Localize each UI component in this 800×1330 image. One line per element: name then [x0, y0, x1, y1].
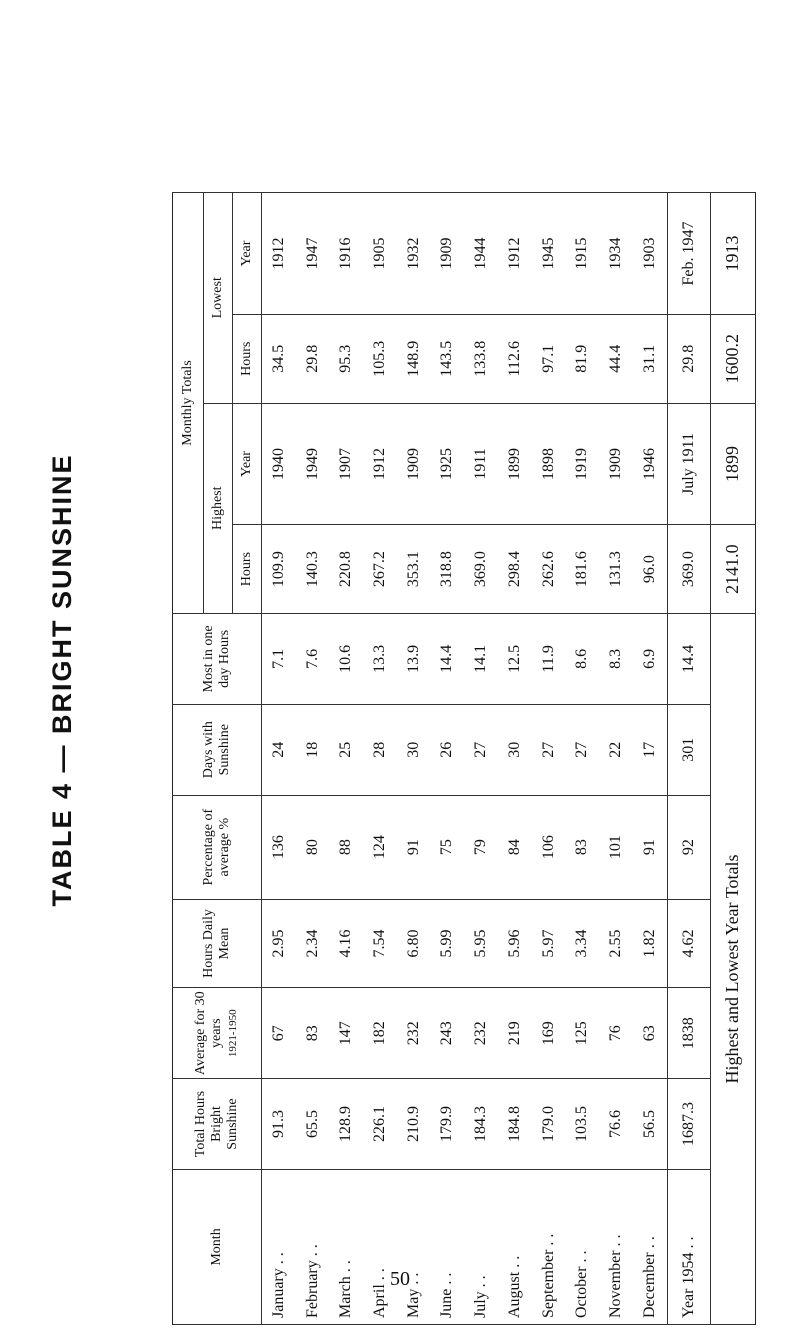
lowest-year-total-hours: 1600.2	[710, 314, 755, 403]
lowest-hours-cell: 29.8	[667, 314, 710, 403]
lowest-hours-cell: 95.3	[329, 314, 363, 403]
table-row	[565, 193, 599, 1325]
page-number: 50	[390, 1268, 410, 1290]
total-cell: 184.3	[464, 1079, 498, 1170]
month-cell: December . .	[633, 1169, 667, 1324]
percentage-cell: 80	[296, 795, 330, 899]
highest-year-cell: 1907	[329, 403, 363, 525]
highest-year-cell: 1912	[363, 403, 397, 525]
month-cell: February . .	[296, 1169, 330, 1324]
days-cell: 28	[363, 704, 397, 795]
lowest-hours-cell: 44.4	[599, 314, 633, 403]
percentage-cell: 75	[431, 795, 465, 899]
table-row	[397, 193, 431, 1325]
month-cell: August . .	[498, 1169, 532, 1324]
days-cell: 22	[599, 704, 633, 795]
average-cell: 1838	[667, 988, 710, 1079]
month-cell: Year 1954 . .	[667, 1169, 710, 1324]
average-cell: 76	[599, 988, 633, 1079]
most-cell: 14.4	[431, 613, 465, 704]
daily-mean-cell: 4.16	[329, 899, 363, 988]
percentage-cell: 91	[397, 795, 431, 899]
percentage-cell: 136	[262, 795, 296, 899]
header-average-label: Average for 30 years	[193, 991, 224, 1076]
bright-sunshine-table	[172, 192, 756, 1325]
header-highest-hours: Hours	[233, 525, 262, 614]
highest-hours-cell: 131.3	[599, 525, 633, 614]
lowest-hours-cell: 105.3	[363, 314, 397, 403]
header-monthly-totals: Monthly Totals	[173, 193, 204, 614]
lowest-year-cell: 1944	[464, 193, 498, 315]
highest-hours-cell: 369.0	[667, 525, 710, 614]
highest-hours-cell: 267.2	[363, 525, 397, 614]
table-row	[599, 193, 633, 1325]
days-cell: 24	[262, 704, 296, 795]
header-hours-daily-mean: Hours Daily Mean	[173, 899, 262, 988]
lowest-year-cell: Feb. 1947	[667, 193, 710, 315]
most-cell: 11.9	[532, 613, 566, 704]
days-cell: 27	[565, 704, 599, 795]
table-row	[633, 193, 667, 1325]
days-cell: 25	[329, 704, 363, 795]
month-cell: September . .	[532, 1169, 566, 1324]
lowest-hours-cell: 133.8	[464, 314, 498, 403]
lowest-hours-cell: 148.9	[397, 314, 431, 403]
percentage-cell: 106	[532, 795, 566, 899]
total-cell: 226.1	[363, 1079, 397, 1170]
most-cell: 8.3	[599, 613, 633, 704]
average-cell: 219	[498, 988, 532, 1079]
daily-mean-cell: 7.54	[363, 899, 397, 988]
lowest-year-cell: 1905	[363, 193, 397, 315]
lowest-year-cell: 1934	[599, 193, 633, 315]
total-cell: 65.5	[296, 1079, 330, 1170]
lowest-hours-cell: 31.1	[633, 314, 667, 403]
days-cell: 17	[633, 704, 667, 795]
days-cell: 27	[464, 704, 498, 795]
average-cell: 83	[296, 988, 330, 1079]
lowest-year-cell: 1912	[262, 193, 296, 315]
lowest-year-total-year: 1913	[710, 193, 755, 315]
total-cell: 128.9	[329, 1079, 363, 1170]
highest-year-total-year: 1899	[710, 403, 755, 525]
percentage-cell: 83	[565, 795, 599, 899]
header-total-hours: Total Hours Bright Sunshine	[173, 1079, 262, 1170]
year-total-row	[667, 193, 710, 1325]
highest-hours-cell: 262.6	[532, 525, 566, 614]
month-cell: April . .	[363, 1169, 397, 1324]
table-row	[464, 193, 498, 1325]
header-lowest-year: Year	[233, 193, 262, 315]
total-cell: 179.0	[532, 1079, 566, 1170]
average-cell: 67	[262, 988, 296, 1079]
most-cell: 13.3	[363, 613, 397, 704]
highest-year-cell: 1898	[532, 403, 566, 525]
daily-mean-cell: 5.96	[498, 899, 532, 988]
table-row	[262, 193, 296, 1325]
month-cell: July . .	[464, 1169, 498, 1324]
most-cell: 13.9	[397, 613, 431, 704]
header-lowest: Lowest	[204, 193, 233, 404]
highest-hours-cell: 220.8	[329, 525, 363, 614]
most-cell: 6.9	[633, 613, 667, 704]
header-highest-year: Year	[233, 403, 262, 525]
highest-year-cell: July 1911	[667, 403, 710, 525]
percentage-cell: 79	[464, 795, 498, 899]
total-cell: 103.5	[565, 1079, 599, 1170]
average-cell: 232	[464, 988, 498, 1079]
highest-year-cell: 1946	[633, 403, 667, 525]
lowest-year-cell: 1916	[329, 193, 363, 315]
lowest-year-cell: 1947	[296, 193, 330, 315]
header-lowest-hours: Hours	[233, 314, 262, 403]
total-cell: 184.8	[498, 1079, 532, 1170]
highest-year-cell: 1940	[262, 403, 296, 525]
most-cell: 8.6	[565, 613, 599, 704]
highest-year-cell: 1899	[498, 403, 532, 525]
percentage-cell: 124	[363, 795, 397, 899]
total-cell: 1687.3	[667, 1079, 710, 1170]
lowest-year-cell: 1903	[633, 193, 667, 315]
total-cell: 179.9	[431, 1079, 465, 1170]
days-cell: 301	[667, 704, 710, 795]
table-title: TABLE 4 — BRIGHT SUNSHINE	[47, 453, 77, 907]
highest-hours-cell: 298.4	[498, 525, 532, 614]
days-cell: 30	[397, 704, 431, 795]
highest-year-cell: 1909	[397, 403, 431, 525]
lowest-year-cell: 1915	[565, 193, 599, 315]
most-cell: 14.1	[464, 613, 498, 704]
year-extremes-label: Highest and Lowest Year Totals	[710, 613, 755, 1324]
sunshine-table-wrapper	[172, 192, 756, 1325]
days-cell: 27	[532, 704, 566, 795]
table-row	[532, 193, 566, 1325]
header-highest: Highest	[204, 403, 233, 613]
highest-hours-cell: 140.3	[296, 525, 330, 614]
highest-year-total-hours: 2141.0	[710, 525, 755, 614]
lowest-hours-cell: 81.9	[565, 314, 599, 403]
most-cell: 7.1	[262, 613, 296, 704]
average-cell: 147	[329, 988, 363, 1079]
most-cell: 14.4	[667, 613, 710, 704]
most-cell: 12.5	[498, 613, 532, 704]
average-cell: 169	[532, 988, 566, 1079]
most-cell: 10.6	[329, 613, 363, 704]
average-cell: 125	[565, 988, 599, 1079]
lowest-hours-cell: 112.6	[498, 314, 532, 403]
lowest-hours-cell: 34.5	[262, 314, 296, 403]
month-cell: June . .	[431, 1169, 465, 1324]
month-cell: May . .	[397, 1169, 431, 1324]
highest-year-cell: 1911	[464, 403, 498, 525]
table-body	[262, 193, 756, 1325]
month-cell: March . .	[329, 1169, 363, 1324]
lowest-year-cell: 1932	[397, 193, 431, 315]
month-cell: November . .	[599, 1169, 633, 1324]
year-extremes-row	[710, 193, 755, 1325]
daily-mean-cell: 6.80	[397, 899, 431, 988]
header-most-in-one-day: Most in one day Hours	[173, 613, 262, 704]
header-percentage: Percentage of average %	[173, 795, 262, 899]
lowest-year-cell: 1945	[532, 193, 566, 315]
total-cell: 91.3	[262, 1079, 296, 1170]
average-cell: 63	[633, 988, 667, 1079]
days-cell: 30	[498, 704, 532, 795]
total-cell: 56.5	[633, 1079, 667, 1170]
percentage-cell: 84	[498, 795, 532, 899]
daily-mean-cell: 5.95	[464, 899, 498, 988]
highest-year-cell: 1909	[599, 403, 633, 525]
daily-mean-cell: 4.62	[667, 899, 710, 988]
percentage-cell: 92	[667, 795, 710, 899]
total-cell: 76.6	[599, 1079, 633, 1170]
lowest-year-cell: 1912	[498, 193, 532, 315]
table-row	[296, 193, 330, 1325]
header-average-sub: 1921-1950	[227, 1009, 239, 1058]
highest-hours-cell: 109.9	[262, 525, 296, 614]
highest-hours-cell: 369.0	[464, 525, 498, 614]
lowest-hours-cell: 97.1	[532, 314, 566, 403]
table-row	[363, 193, 397, 1325]
highest-hours-cell: 353.1	[397, 525, 431, 614]
most-cell: 7.6	[296, 613, 330, 704]
header-days-with-sunshine: Days with Sunshine	[173, 704, 262, 795]
table-row	[329, 193, 363, 1325]
lowest-hours-cell: 29.8	[296, 314, 330, 403]
month-cell: January . .	[262, 1169, 296, 1324]
average-cell: 232	[397, 988, 431, 1079]
daily-mean-cell: 3.34	[565, 899, 599, 988]
lowest-year-cell: 1909	[431, 193, 465, 315]
highest-year-cell: 1925	[431, 403, 465, 525]
highest-hours-cell: 318.8	[431, 525, 465, 614]
highest-year-cell: 1949	[296, 403, 330, 525]
table-row	[431, 193, 465, 1325]
average-cell: 243	[431, 988, 465, 1079]
daily-mean-cell: 5.99	[431, 899, 465, 988]
percentage-cell: 101	[599, 795, 633, 899]
header-month: Month	[173, 1169, 262, 1324]
days-cell: 26	[431, 704, 465, 795]
table-row	[498, 193, 532, 1325]
lowest-hours-cell: 143.5	[431, 314, 465, 403]
average-cell: 182	[363, 988, 397, 1079]
daily-mean-cell: 2.55	[599, 899, 633, 988]
percentage-cell: 88	[329, 795, 363, 899]
total-cell: 210.9	[397, 1079, 431, 1170]
month-cell: October . .	[565, 1169, 599, 1324]
daily-mean-cell: 5.97	[532, 899, 566, 988]
days-cell: 18	[296, 704, 330, 795]
highest-year-cell: 1919	[565, 403, 599, 525]
daily-mean-cell: 2.95	[262, 899, 296, 988]
highest-hours-cell: 181.6	[565, 525, 599, 614]
highest-hours-cell: 96.0	[633, 525, 667, 614]
daily-mean-cell: 1.82	[633, 899, 667, 988]
percentage-cell: 91	[633, 795, 667, 899]
header-average	[173, 988, 262, 1079]
daily-mean-cell: 2.34	[296, 899, 330, 988]
